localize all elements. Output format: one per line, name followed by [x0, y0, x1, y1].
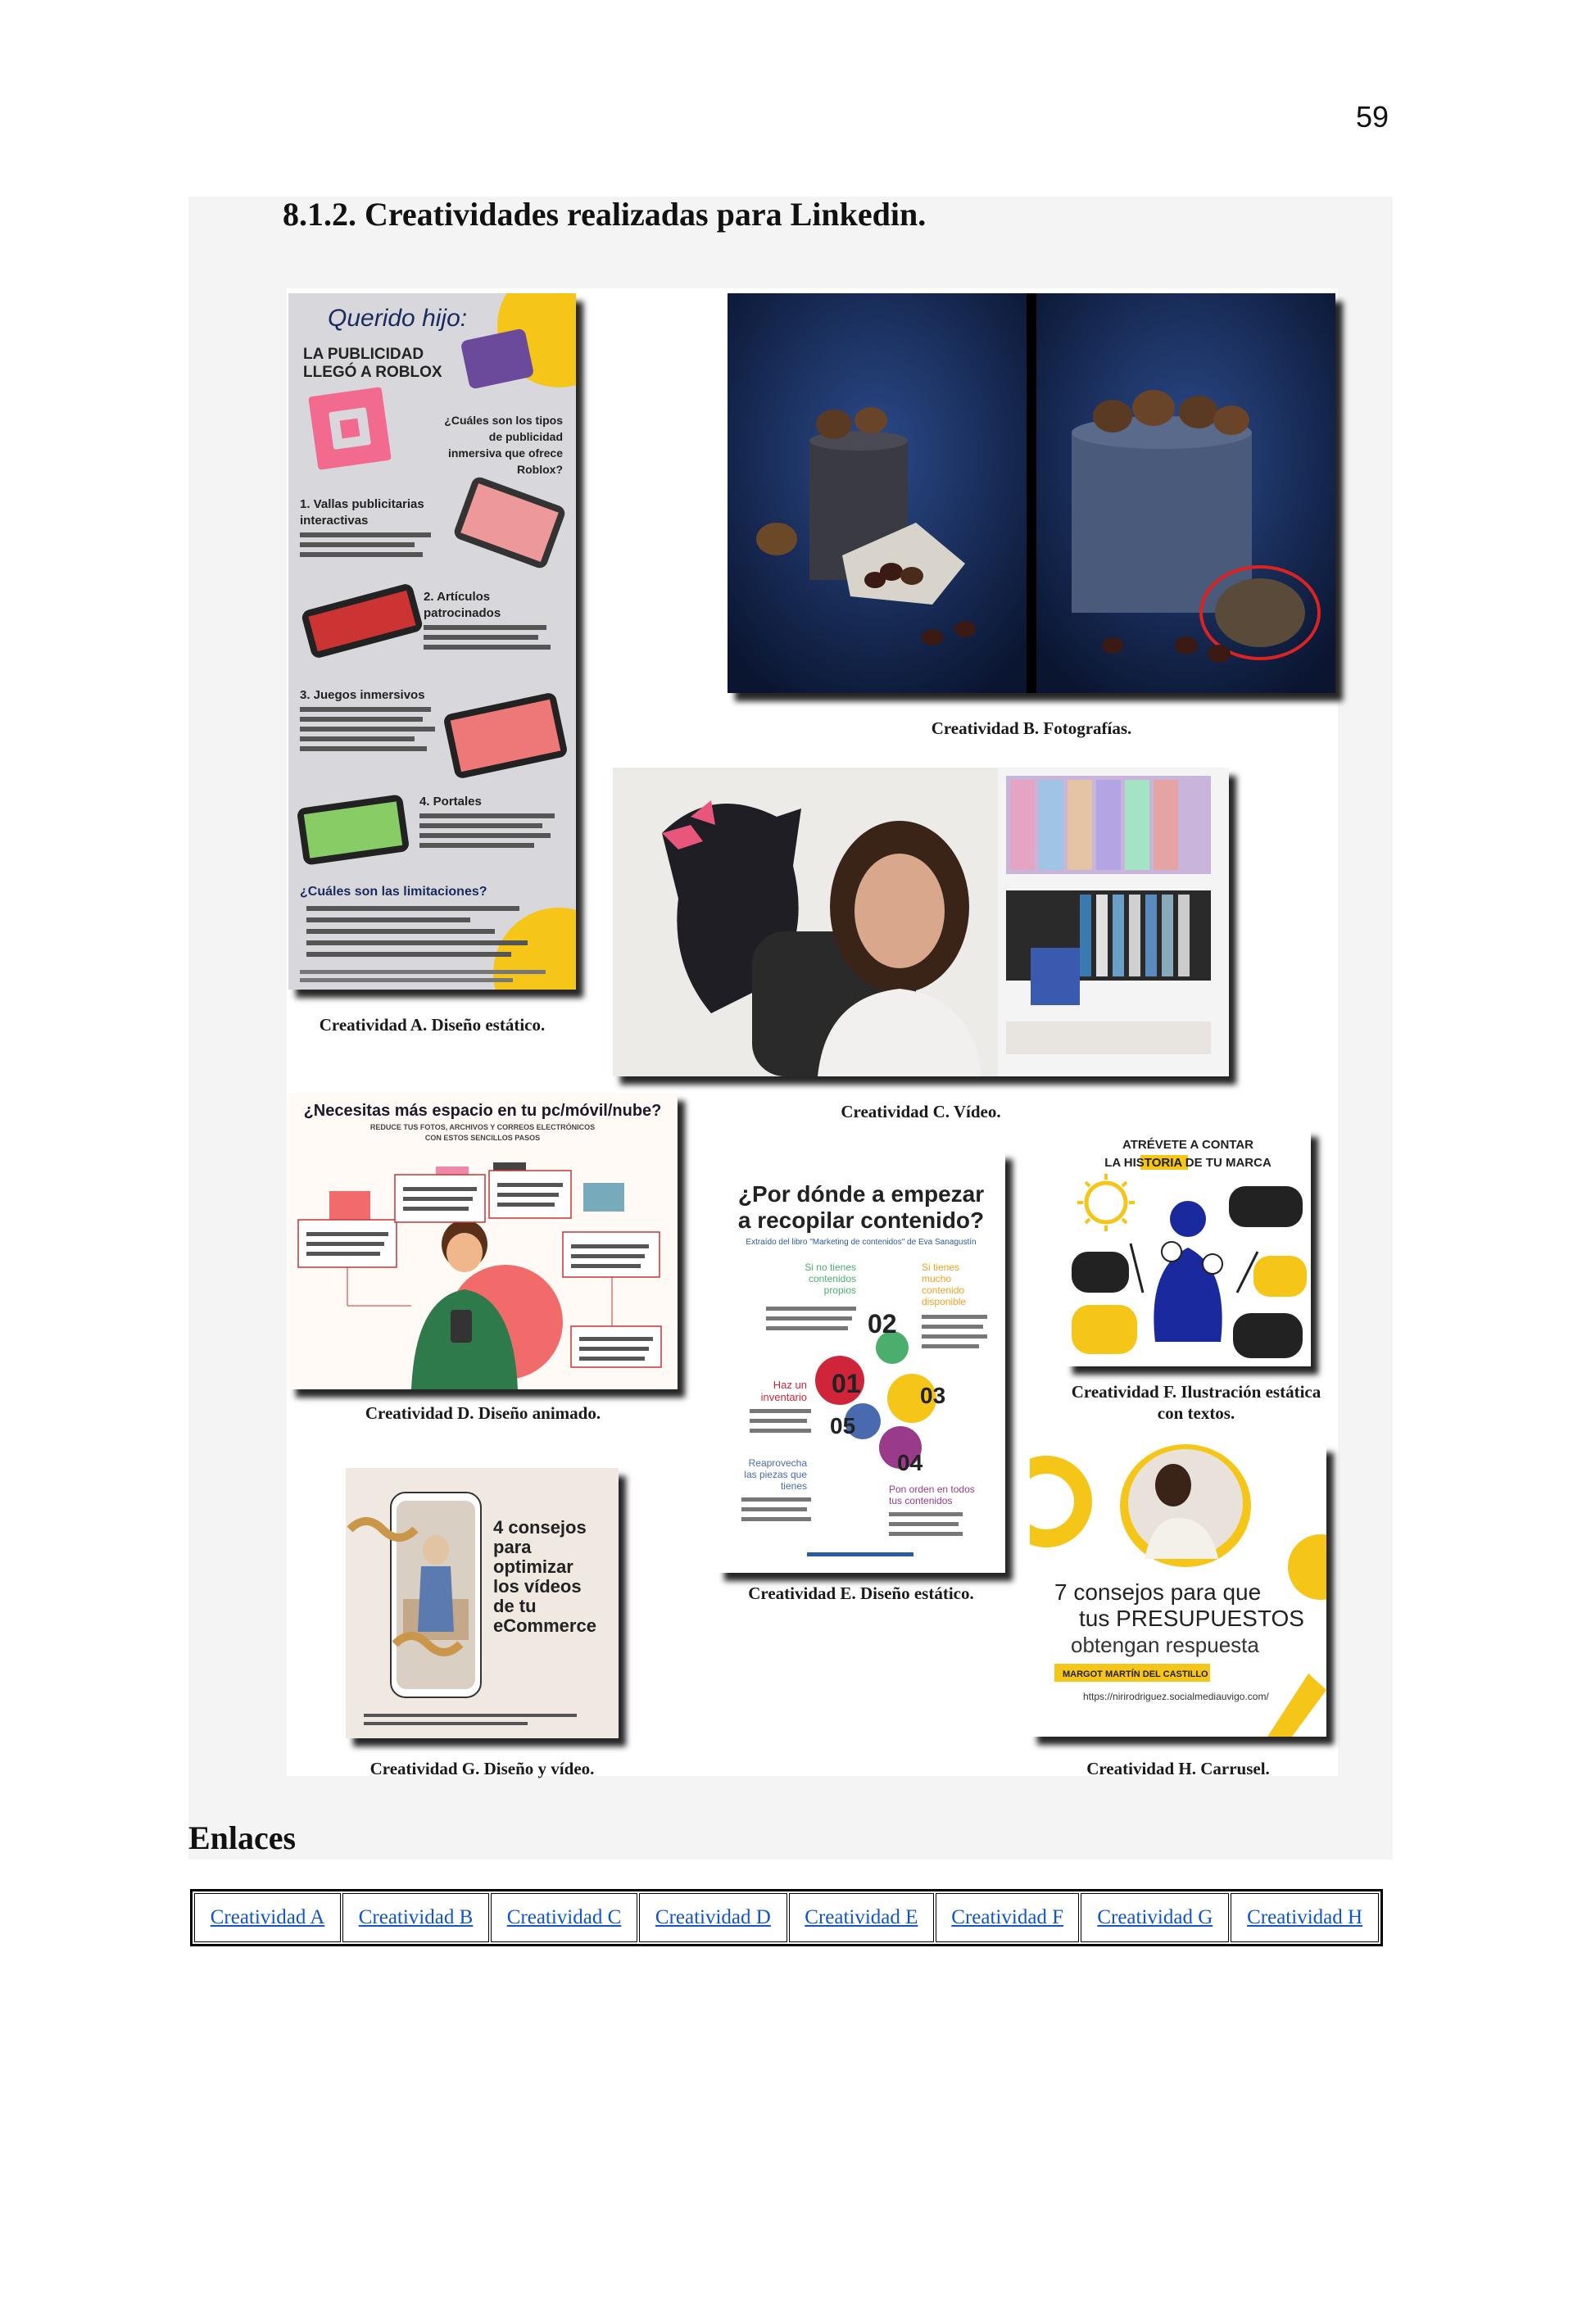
creative-d-caption: Creatividad D. Diseño animado.: [365, 1403, 601, 1423]
creative-a-limits-title: ¿Cuáles son las limitaciones?: [300, 885, 487, 899]
svg-text:eCommerce: eCommerce: [493, 1615, 596, 1636]
creative-e-number-05: 05: [830, 1413, 856, 1438]
creative-b-image: [728, 293, 1335, 693]
creative-d-image: [288, 1093, 678, 1389]
links-cell: [342, 1893, 489, 1942]
svg-text:tus contenidos: tus contenidos: [889, 1495, 953, 1506]
creative-h-image: [1030, 1444, 1326, 1737]
creative-h-author: MARGOT MARTÍN DEL CASTILLO: [1063, 1669, 1208, 1679]
svg-text:Roblox?: Roblox?: [517, 463, 563, 476]
svg-text:Pon orden en todos: Pon orden en todos: [889, 1484, 975, 1495]
creative-e-number-04: 04: [897, 1450, 923, 1475]
svg-text:de publicidad: de publicidad: [488, 430, 563, 443]
svg-text:inventario: inventario: [760, 1391, 807, 1403]
creative-e-number-02: 02: [868, 1309, 897, 1339]
creative-h-url: https://nirirodriguez.socialmediauvigo.com/: [1083, 1691, 1269, 1702]
svg-text:3. Juegos inmersivos: 3. Juegos inmersivos: [300, 688, 425, 702]
svg-text:tienes: tienes: [780, 1480, 807, 1492]
svg-text:Reaprovecha: Reaprovecha: [748, 1457, 807, 1469]
svg-text:optimizar: optimizar: [493, 1556, 573, 1577]
svg-text:contenido: contenido: [922, 1284, 965, 1296]
svg-text:1. Vallas publicitarias: 1. Vallas publicitarias: [300, 497, 424, 511]
svg-text:¿Por dónde a empezar: ¿Por dónde a empezar: [737, 1181, 985, 1207]
creative-f-headline-1: ATRÉVETE A CONTAR: [1122, 1138, 1253, 1152]
creative-h-line-2: tus PRESUPUESTOS: [1079, 1606, 1304, 1631]
svg-text:inmersiva que ofrece: inmersiva que ofrece: [447, 446, 563, 460]
links-cell: [1081, 1893, 1229, 1942]
link-creatividad-c[interactable]: Creatividad C: [506, 1906, 622, 1928]
svg-text:las piezas que: las piezas que: [744, 1469, 807, 1480]
creative-b-caption: Creatividad B. Fotografías.: [931, 718, 1132, 738]
creative-a-script: Querido hijo:: [328, 305, 468, 332]
svg-text:propios: propios: [823, 1284, 856, 1296]
creative-e-image: [717, 1151, 1005, 1573]
section-title: 8.1.2. Creatividades realizadas para Linkedin.: [283, 196, 927, 233]
creative-g-caption: Creatividad G. Diseño y vídeo.: [369, 1759, 595, 1778]
creative-e-number-01: 01: [832, 1369, 861, 1398]
link-creatividad-e[interactable]: Creatividad E: [805, 1906, 918, 1928]
creative-a-headline-2: LLEGÓ A ROBLOX: [303, 364, 442, 381]
svg-text:de tu: de tu: [493, 1596, 537, 1616]
svg-text:Si tienes: Si tienes: [922, 1262, 960, 1273]
svg-text:contenidos: contenidos: [808, 1273, 856, 1284]
page-number: 59: [1356, 100, 1389, 134]
creative-c-caption: Creatividad C. Vídeo.: [841, 1102, 1001, 1121]
creative-a-image: [288, 293, 576, 990]
svg-text:CON ESTOS SENCILLOS PASOS: CON ESTOS SENCILLOS PASOS: [424, 1134, 541, 1142]
links-cell: [491, 1893, 637, 1942]
creative-e-subtitle: Extraído del libro "Marketing de contenidos" de Eva Sanagustín: [746, 1238, 977, 1247]
link-creatividad-g[interactable]: Creatividad G: [1097, 1906, 1213, 1928]
links-cell: [1231, 1893, 1379, 1942]
links-heading: Enlaces: [188, 1819, 297, 1856]
creative-h-line-3: obtengan respuesta: [1071, 1633, 1259, 1657]
creative-f-caption: Creatividad F. Ilustración estática con textos.: [1071, 1382, 1321, 1424]
creative-d-headline: ¿Necesitas más espacio en tu pc/móvil/nube?: [303, 1102, 662, 1120]
svg-text:4. Portales: 4. Portales: [419, 795, 482, 809]
svg-text:¿Cuáles son los tipos: ¿Cuáles son los tipos: [444, 414, 563, 427]
links-cell: [639, 1893, 787, 1942]
svg-text:Haz un: Haz un: [773, 1379, 807, 1391]
link-creatividad-h[interactable]: Creatividad H: [1247, 1906, 1363, 1928]
link-creatividad-f[interactable]: Creatividad F: [951, 1906, 1064, 1928]
creative-f-image: [1065, 1129, 1311, 1366]
links-cell: [194, 1893, 341, 1942]
creative-e-number-03: 03: [920, 1383, 946, 1408]
creative-e-caption: Creatividad E. Diseño estático.: [748, 1583, 974, 1603]
svg-text:REDUCE TUS FOTOS, ARCHIVOS Y C: REDUCE TUS FOTOS, ARCHIVOS Y CORREOS ELECTRÓNICOS: [369, 1123, 596, 1131]
creative-c-image: [613, 768, 1229, 1076]
svg-text:disponible: disponible: [922, 1296, 967, 1307]
link-creatividad-d[interactable]: Creatividad D: [655, 1906, 771, 1928]
creative-h-line-1: 7 consejos para que: [1054, 1579, 1262, 1605]
svg-text:2. Artículos: 2. Artículos: [424, 590, 491, 604]
creative-g-image: [346, 1468, 619, 1738]
creative-a-caption: Creatividad A. Diseño estático.: [319, 1015, 546, 1035]
links-cell: [789, 1893, 934, 1942]
creative-f-headline-2: LA HISTORIA DE TU MARCA: [1104, 1156, 1272, 1170]
svg-text:Si no tienes: Si no tienes: [805, 1262, 856, 1273]
links-cell: [936, 1893, 1079, 1942]
svg-text:los vídeos: los vídeos: [493, 1576, 582, 1597]
links-table: [190, 1889, 1383, 1946]
svg-text:a recopilar contenido?: a recopilar contenido?: [737, 1207, 985, 1233]
svg-text:interactivas: interactivas: [300, 514, 369, 528]
svg-text:para: para: [493, 1537, 532, 1557]
creative-h-caption: Creatividad H. Carrusel.: [1086, 1759, 1270, 1778]
creative-a-headline-1: LA PUBLICIDAD: [303, 346, 424, 363]
svg-text:4 consejos: 4 consejos: [493, 1517, 587, 1538]
link-creatividad-b[interactable]: Creatividad B: [358, 1906, 474, 1928]
svg-text:mucho: mucho: [922, 1273, 952, 1284]
svg-text:patrocinados: patrocinados: [424, 606, 501, 620]
link-creatividad-a[interactable]: Creatividad A: [210, 1906, 325, 1928]
